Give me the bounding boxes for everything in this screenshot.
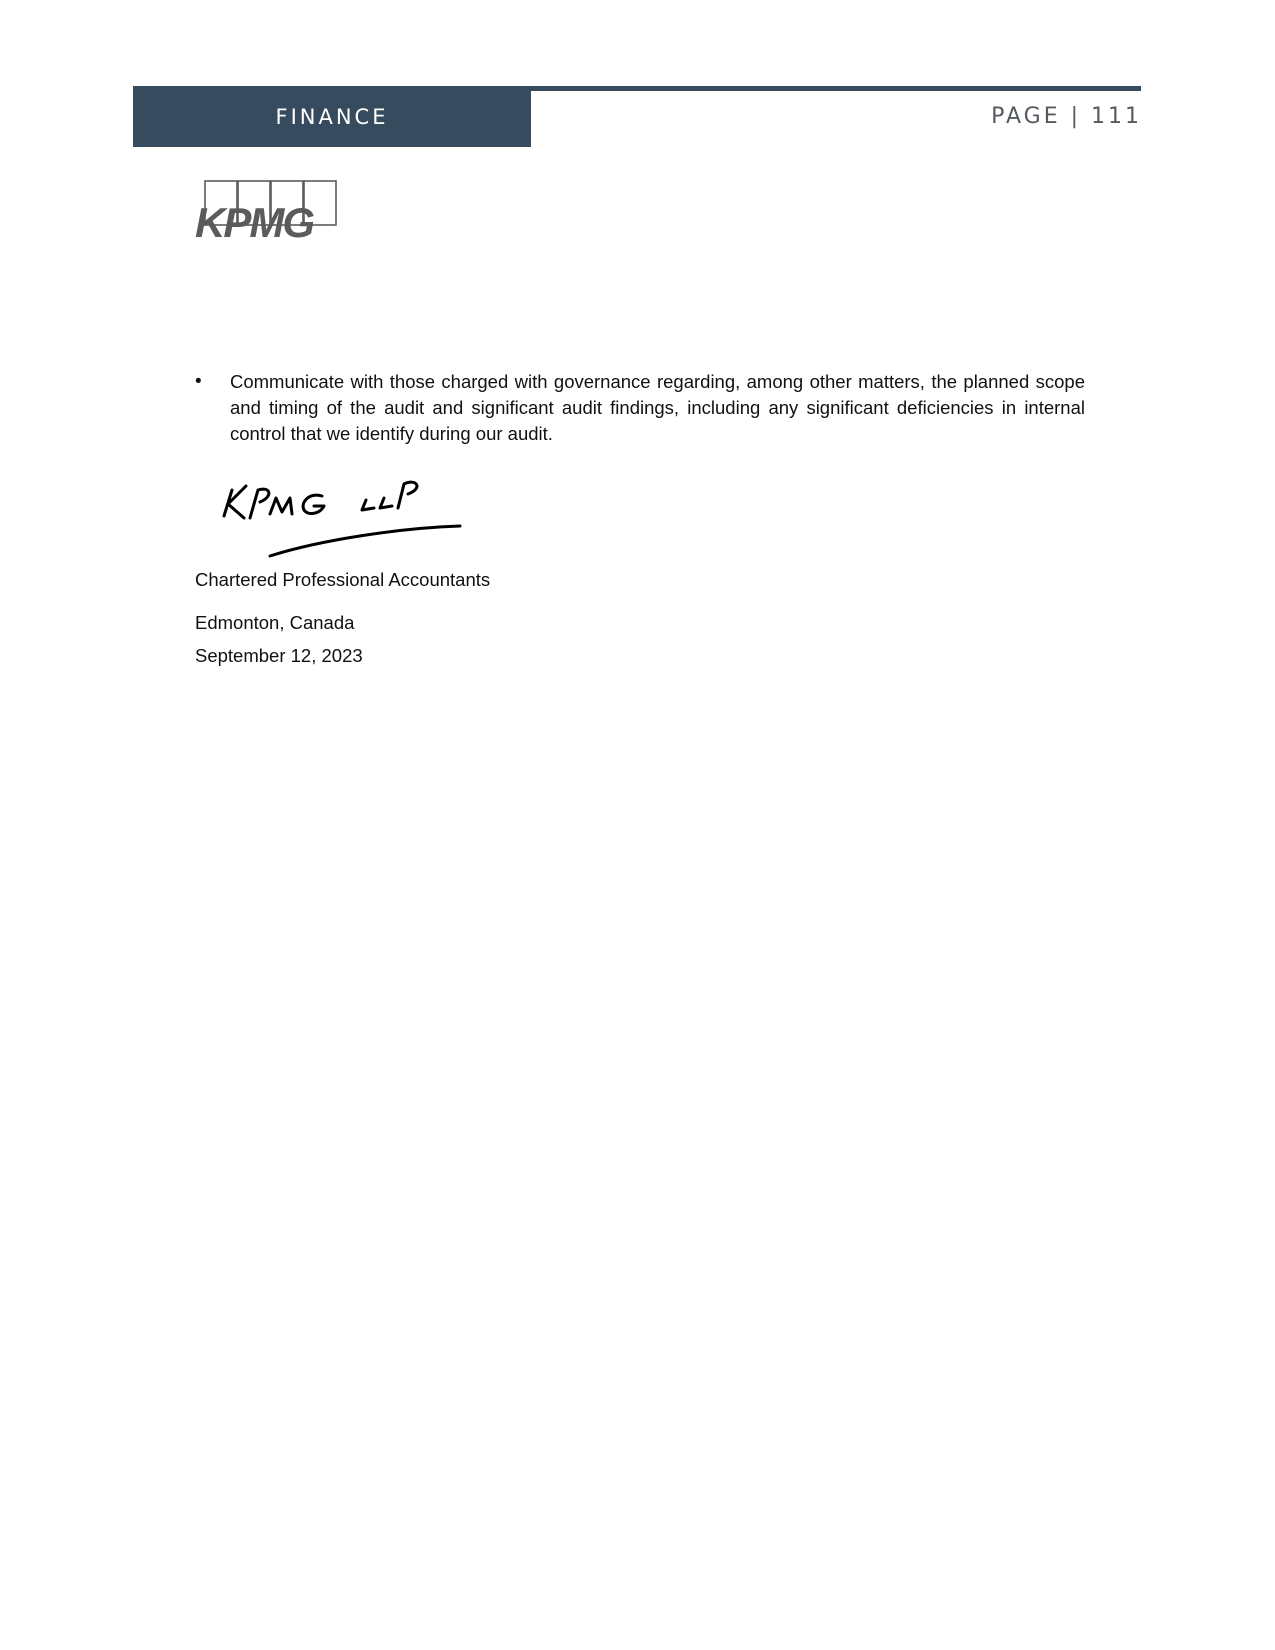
signoff-date: September 12, 2023 <box>195 645 363 666</box>
body-bullet <box>195 369 1085 447</box>
section-label: FINANCE <box>275 104 389 129</box>
signoff-location: Edmonton, Canada <box>195 612 355 633</box>
header-section-tab <box>133 86 531 147</box>
page-number: PAGE | 111 <box>991 104 1142 129</box>
kpmg-logo <box>195 180 345 242</box>
bullet-dot: • <box>195 371 202 392</box>
bullet-text: Communicate with those charged with governance regarding, among other matters, the planned scope and timing of the audit and significant audit findings, including any significant deficiencies in internal control that we identify during our audit. <box>230 371 1085 444</box>
kpmg-llp-signature <box>210 468 480 568</box>
svg-text:KPMG: KPMG <box>195 199 313 242</box>
firm-type: Chartered Professional Accountants <box>195 569 491 590</box>
